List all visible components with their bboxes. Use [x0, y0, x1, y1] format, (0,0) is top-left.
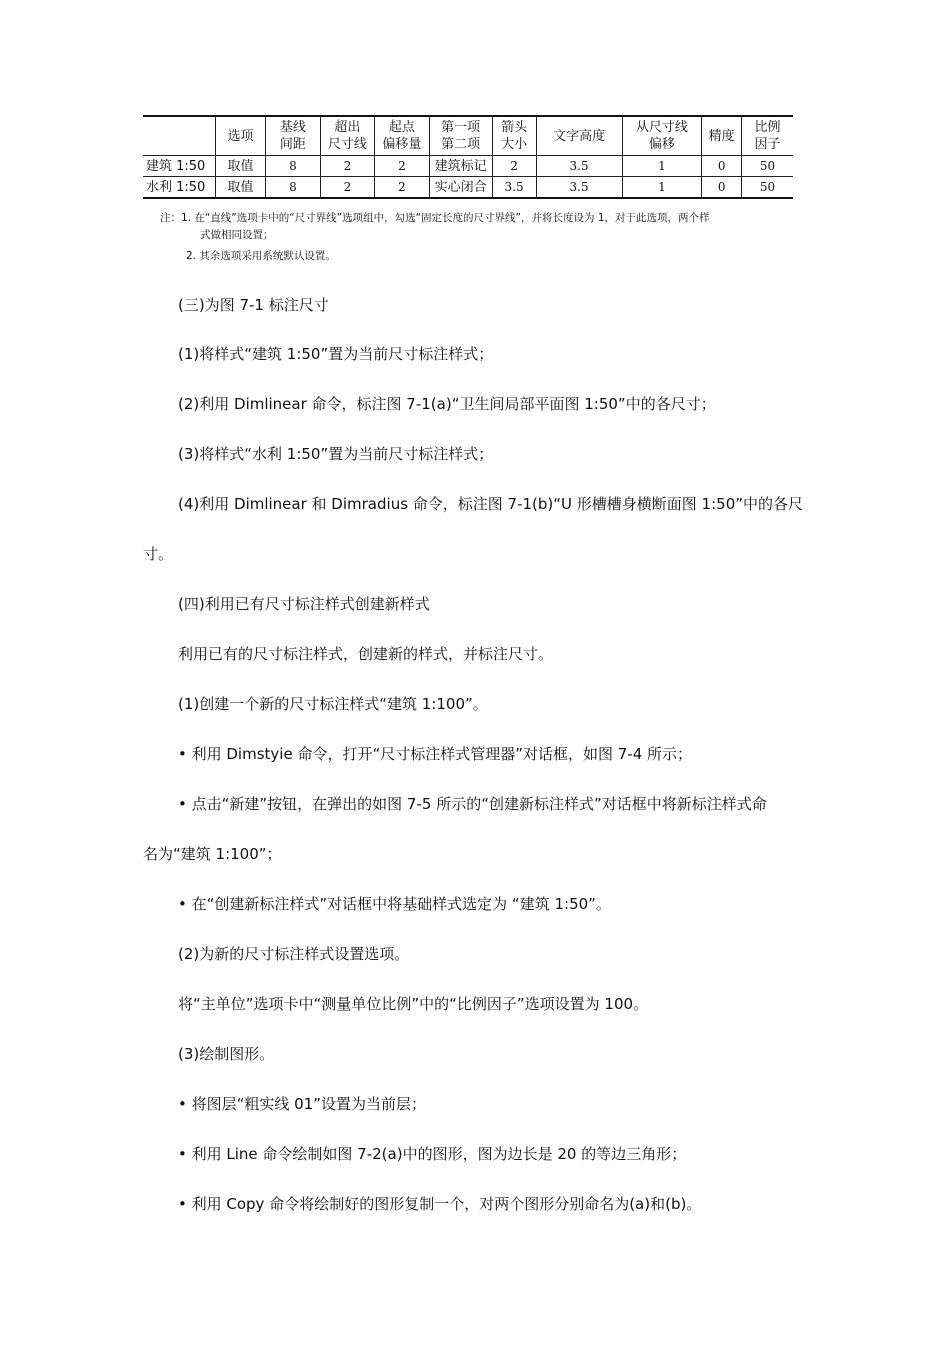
table-cell: 1	[622, 177, 702, 199]
table-cell: 0	[702, 156, 742, 177]
header-text: 比例	[754, 120, 781, 135]
table-cell: 1	[622, 156, 702, 177]
bullet-3: • 在“创建新标注样式”对话框中将基础样式选定为 “建筑 1:50”。	[178, 895, 611, 913]
table-cell: 2	[492, 156, 536, 177]
header-text: 大小	[501, 137, 528, 152]
table-cell: 8	[266, 156, 321, 177]
step-1: (1)将样式“建筑 1:50”置为当前尺寸标注样式；	[178, 345, 494, 363]
header-text: 精度	[708, 128, 735, 144]
table-cell: 50	[742, 177, 793, 199]
header-cell	[143, 116, 215, 156]
task-2-detail: 将“主单位”选项卡中“测量单位比例”中的“比例因子”选项设置为 100。	[178, 995, 649, 1013]
step-2: (2)利用 Dimlinear 命令，标注图 7-1(a)“卫生间局部平面图 1:50”中的各尺寸；	[178, 395, 716, 413]
table-cell: 50	[742, 156, 793, 177]
header-cell	[492, 116, 536, 156]
task-1: (1)创建一个新的尺寸标注样式“建筑 1:100”。	[178, 695, 488, 713]
header-cell	[266, 116, 321, 156]
header-text: 间距	[279, 137, 306, 152]
table-row	[143, 156, 793, 177]
table-cell: 2	[320, 177, 375, 199]
bullet-4: • 将图层“粗实线 01”设置为当前层；	[178, 1095, 427, 1113]
step-4-cont: 寸。	[143, 545, 174, 563]
intro-paragraph: 利用已有的尺寸标注样式，创建新的样式，并标注尺寸。	[178, 645, 554, 663]
bullet-1: • 利用 Dimstyie 命令，打开“尺寸标注样式管理器”对话框，如图 7-4 所示；	[178, 745, 693, 763]
table-cell: 水利 1:50	[143, 177, 215, 199]
table-note-1-cont: 式做相同设置；	[200, 229, 274, 241]
table-header-row	[143, 116, 793, 156]
section-heading-4: (四)利用已有尺寸标注样式创建新样式	[178, 595, 430, 613]
table-cell: 2	[320, 156, 375, 177]
table-cell: 建筑标记	[429, 156, 492, 177]
step-4: (4)利用 Dimlinear 和 Dimradius 命令，标注图 7-1(b)“U 形槽槽身横断面图 1:50”中的各尺	[178, 495, 804, 513]
header-text: 第二项	[441, 137, 481, 152]
table-row	[143, 177, 793, 199]
header-cell	[215, 116, 265, 156]
table-cell: 3.5	[536, 156, 622, 177]
dimension-style-table	[143, 115, 793, 199]
header-text: 基线	[279, 120, 306, 135]
header-text: 第一项	[441, 120, 481, 135]
bullet-6: • 利用 Copy 命令将绘制好的图形复制一个，对两个图形分别命名为(a)和(b)。	[178, 1195, 702, 1213]
table-cell: 3.5	[536, 177, 622, 199]
header-text: 偏移	[648, 137, 675, 152]
table-cell: 2	[375, 156, 430, 177]
header-cell	[702, 116, 742, 156]
header-text: 尺寸线	[327, 137, 367, 152]
table-cell: 0	[702, 177, 742, 199]
bullet-5: • 利用 Line 命令绘制如图 7-2(a)中的图形，图为边长是 20 的等边三角形；	[178, 1145, 687, 1163]
table-note-1: 注：1. 在“直线”选项卡中的“尺寸界线”选项组中，勾选“固定长度的尺寸界线”，并将长度设为 1，对于此选项，两个样	[160, 212, 710, 224]
table-cell: 取值	[215, 177, 265, 199]
bullet-2: • 点击“新建”按钮，在弹出的如图 7-5 所示的“创建新标注样式”对话框中将新标注样式命	[178, 795, 767, 813]
header-text: 起点	[388, 120, 415, 135]
table-cell: 实心闭合	[429, 177, 492, 199]
table-cell: 取值	[215, 156, 265, 177]
header-text: 选项	[227, 128, 254, 144]
header-text: 文字高度	[553, 128, 606, 144]
table-cell: 8	[266, 177, 321, 199]
header-cell	[429, 116, 492, 156]
task-3: (3)绘制图形。	[178, 1045, 275, 1063]
header-cell	[742, 116, 793, 156]
bullet-2-cont: 名为“建筑 1:100”；	[143, 845, 282, 863]
table-cell: 建筑 1:50	[143, 156, 215, 177]
header-text: 超出	[334, 120, 361, 135]
table-cell: 2	[375, 177, 430, 199]
header-text: 从尺寸线	[635, 120, 688, 135]
header-cell	[320, 116, 375, 156]
header-text: 箭头	[501, 120, 528, 135]
header-text: 偏移量	[382, 137, 422, 152]
header-cell	[536, 116, 622, 156]
section-heading-3: (三)为图 7-1 标注尺寸	[178, 296, 329, 314]
table-note-2: 2. 其余选项采用系统默认设置。	[186, 250, 336, 262]
header-text: 因子	[754, 137, 781, 152]
header-cell	[622, 116, 702, 156]
header-cell	[375, 116, 430, 156]
table-cell: 3.5	[492, 177, 536, 199]
task-2: (2)为新的尺寸标注样式设置选项。	[178, 945, 410, 963]
step-3: (3)将样式“水利 1:50”置为当前尺寸标注样式；	[178, 445, 494, 463]
